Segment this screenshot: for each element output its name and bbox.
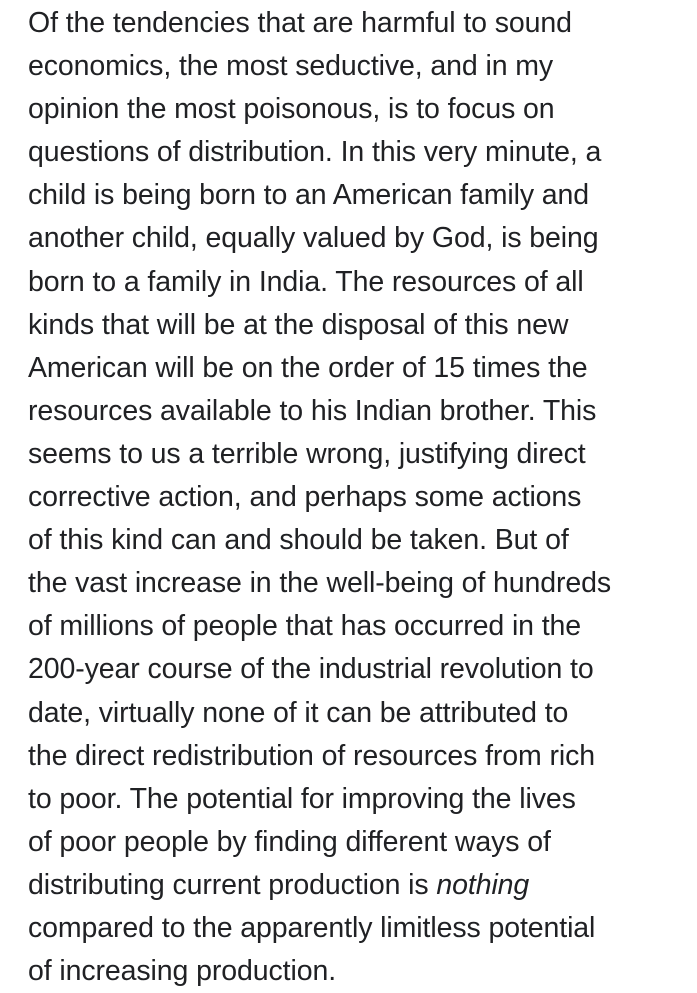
text-line: American will be on the order of 15 times the xyxy=(28,351,588,384)
text-line xyxy=(28,864,690,907)
text-line: corrective action, and perhaps some actions xyxy=(28,481,582,514)
text-line: economics, the most seductive, and in my xyxy=(28,50,554,83)
emphasized-word: nothing xyxy=(436,868,530,901)
text-line: date, virtually none of it can be attributed to xyxy=(28,696,569,729)
text-line: of increasing production. xyxy=(28,955,337,988)
text-line: child is being born to an American family and xyxy=(28,179,590,212)
text-line: of this kind can and should be taken. But of xyxy=(28,524,569,557)
text-line: another child, equally valued by God, is being xyxy=(28,222,599,255)
text-line: the direct redistribution of resources from rich xyxy=(28,739,596,772)
quote-paragraph xyxy=(28,2,690,993)
text-line: compared to the apparently limitless potential xyxy=(28,911,596,944)
text-segment: distributing current production is xyxy=(28,868,437,901)
text-line: opinion the most poisonous, is to focus on xyxy=(28,93,555,126)
text-line: the vast increase in the well-being of hundreds xyxy=(28,567,612,600)
text-line: resources available to his Indian brother. This xyxy=(28,394,597,427)
text-line: questions of distribution. In this very minute, a xyxy=(28,136,602,169)
text-line: born to a family in India. The resources of all xyxy=(28,265,584,298)
text-line: kinds that will be at the disposal of this new xyxy=(28,308,569,341)
text-line: of millions of people that has occurred in the xyxy=(28,610,582,643)
text-line: of poor people by finding different ways of xyxy=(28,825,551,858)
text-line: to poor. The potential for improving the lives xyxy=(28,782,576,815)
text-line: Of the tendencies that are harmful to sound xyxy=(28,7,572,39)
text-line: 200-year course of the industrial revolution to xyxy=(28,653,594,686)
text-line: seems to us a terrible wrong, justifying direct xyxy=(28,437,586,470)
